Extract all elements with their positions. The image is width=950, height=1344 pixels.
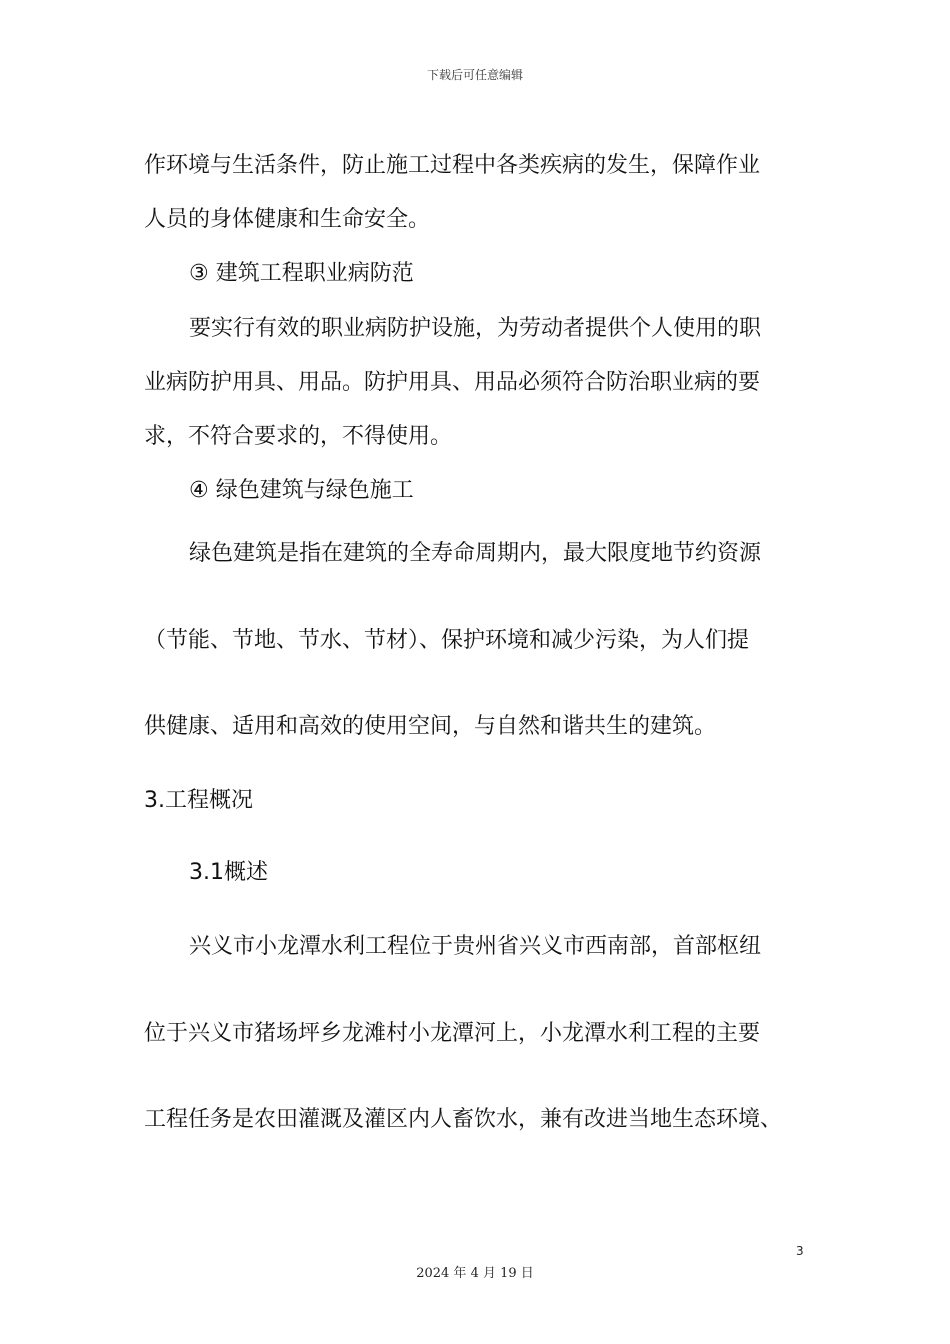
body-line-14: 位于兴义市猪场坪乡龙滩村小龙潭河上，小龙潭水利工程的主要 bbox=[144, 1021, 761, 1046]
page-header: 下载后可任意编辑 bbox=[426, 68, 523, 82]
body-line-1: 作环境与生活条件，防止施工过程中各类疾病的发生，保障作业 bbox=[144, 153, 761, 178]
body-line-15: 工程任务是农田灌溉及灌区内人畜饮水，兼有改进当地生态环境、 bbox=[144, 1107, 783, 1132]
body-line-10: 供健康、适用和高效的使用空间，与自然和谐共生的建筑。 bbox=[144, 714, 717, 739]
heading-project-overview: 3.工程概况 bbox=[144, 788, 253, 813]
body-line-13: 兴义市小龙潭水利工程位于贵州省兴义市西南部，首部枢纽 bbox=[189, 934, 762, 959]
body-line-9: （节能、节地、节水、节材）、保护环境和减少污染，为人们提 bbox=[144, 628, 750, 653]
page-footer-date: 2024 年 4 月 19 日 bbox=[416, 1266, 534, 1281]
body-line-2: 人员的身体健康和生命安全。 bbox=[144, 207, 431, 232]
body-line-4: 要实行有效的职业病防护设施，为劳动者提供个人使用的职 bbox=[189, 316, 762, 341]
page-number: 3 bbox=[796, 1244, 804, 1258]
section-heading-occupational-disease: ③ 建筑工程职业病防范 bbox=[189, 261, 414, 286]
section-heading-green-building: ④ 绿色建筑与绿色施工 bbox=[189, 478, 414, 503]
body-line-8: 绿色建筑是指在建筑的全寿命周期内，最大限度地节约资源 bbox=[189, 541, 762, 566]
body-line-5: 业病防护用具、用品。防护用具、用品必须符合防治职业病的要 bbox=[144, 370, 761, 395]
heading-3-1-overview: 3.1概述 bbox=[189, 860, 268, 885]
body-line-6: 求，不符合要求的，不得使用。 bbox=[144, 424, 453, 449]
